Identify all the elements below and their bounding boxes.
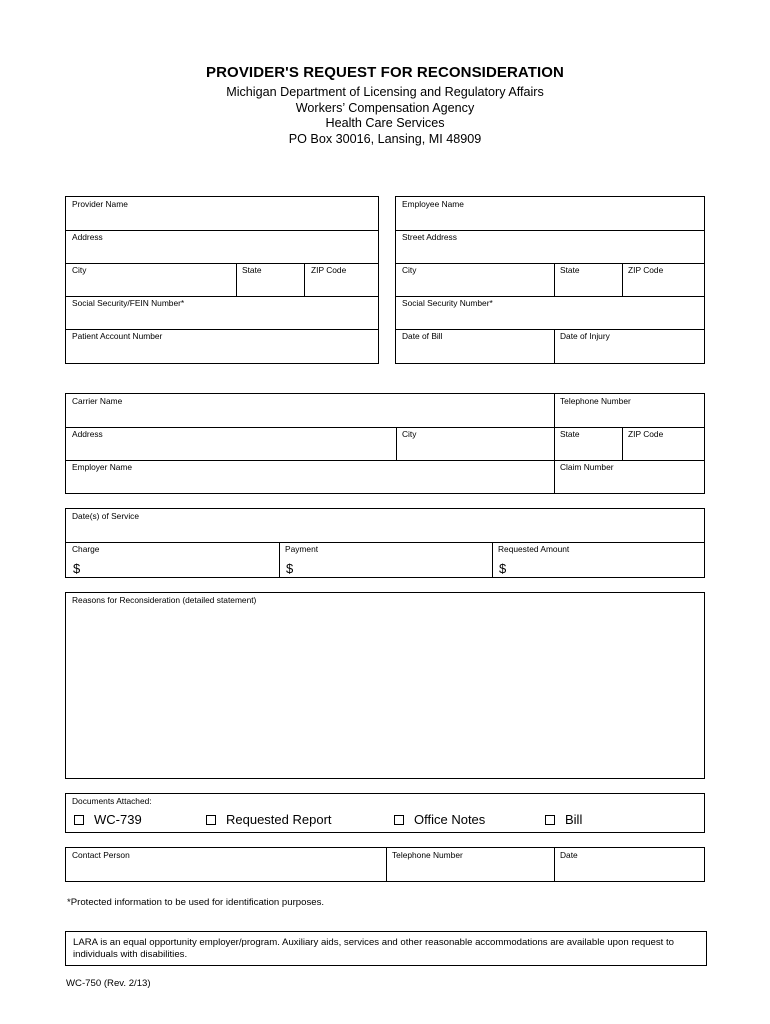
contact-telephone-field[interactable]: Telephone Number <box>392 850 463 860</box>
employee-name-field[interactable]: Employee Name <box>402 199 464 209</box>
form-number: WC-750 (Rev. 2/13) <box>66 978 151 989</box>
carrier-address-field[interactable]: Address <box>72 429 103 439</box>
contact-person-field[interactable]: Contact Person <box>72 850 130 860</box>
office-notes-checkbox[interactable] <box>394 815 404 825</box>
requested-report-checkbox[interactable] <box>206 815 216 825</box>
carrier-state-field[interactable]: State <box>560 429 580 439</box>
protected-info-footnote: *Protected information to be used for identification purposes. <box>67 897 325 908</box>
date-of-bill-field[interactable]: Date of Bill <box>402 331 443 341</box>
agency-unit: Health Care Services <box>325 116 445 131</box>
employee-section <box>395 196 705 364</box>
employee-state-field[interactable]: State <box>560 265 580 275</box>
lara-notice-text: LARA is an equal opportunity employer/program. Auxiliary aids, services and other reasonable accommodations are available upon request to individuals with disabilities. <box>73 937 675 960</box>
claim-number-field[interactable]: Claim Number <box>560 462 614 472</box>
carrier-name-field[interactable]: Carrier Name <box>72 396 123 406</box>
employee-street-field[interactable]: Street Address <box>402 232 457 242</box>
carrier-section <box>65 393 705 494</box>
provider-city-field[interactable]: City <box>72 265 87 275</box>
employee-city-field[interactable]: City <box>402 265 417 275</box>
employee-ssn-field[interactable]: Social Security Number* <box>402 298 493 308</box>
employer-name-field[interactable]: Employer Name <box>72 462 133 472</box>
office-notes-label: Office Notes <box>414 812 486 827</box>
documents-section <box>65 793 705 833</box>
contact-section <box>65 847 705 882</box>
payment-field[interactable]: Payment <box>285 544 319 554</box>
service-section <box>65 508 705 578</box>
date-of-injury-field[interactable]: Date of Injury <box>560 331 610 341</box>
provider-address-field[interactable]: Address <box>72 232 103 242</box>
requested-dollar-sign: $ <box>499 561 507 576</box>
reasons-textarea[interactable] <box>65 592 705 779</box>
agency-division: Workers’ Compensation Agency <box>295 100 475 115</box>
carrier-zip-field[interactable]: ZIP Code <box>628 429 664 439</box>
agency-name: Michigan Department of Licensing and Regulatory Affairs <box>226 85 544 99</box>
provider-state-field[interactable]: State <box>242 265 262 275</box>
employee-zip-field[interactable]: ZIP Code <box>628 265 664 275</box>
dates-of-service-field[interactable]: Date(s) of Service <box>72 511 140 521</box>
reasons-label: Reasons for Reconsideration (detailed statement) <box>72 595 257 605</box>
form-header <box>0 64 770 147</box>
charge-dollar-sign: $ <box>73 561 81 576</box>
wc739-label: WC-739 <box>94 812 142 827</box>
lara-notice <box>65 931 707 966</box>
provider-name-field[interactable]: Provider Name <box>72 199 128 209</box>
provider-zip-field[interactable]: ZIP Code <box>311 265 347 275</box>
payment-dollar-sign: $ <box>286 561 294 576</box>
contact-date-field[interactable]: Date <box>560 850 578 860</box>
carrier-city-field[interactable]: City <box>402 429 417 439</box>
provider-section <box>65 196 379 364</box>
form-title: PROVIDER'S REQUEST FOR RECONSIDERATION <box>206 64 564 81</box>
carrier-telephone-field[interactable]: Telephone Number <box>560 396 631 406</box>
agency-address: PO Box 30016, Lansing, MI 48909 <box>288 131 482 146</box>
provider-ssn-fein-field[interactable]: Social Security/FEIN Number* <box>72 298 185 308</box>
wc739-checkbox[interactable] <box>74 815 84 825</box>
requested-amount-field[interactable]: Requested Amount <box>498 544 570 554</box>
bill-checkbox[interactable] <box>545 815 555 825</box>
requested-report-label: Requested Report <box>226 812 332 827</box>
bill-label: Bill <box>565 812 583 827</box>
charge-field[interactable]: Charge <box>72 544 100 554</box>
documents-label: Documents Attached: <box>72 796 152 806</box>
patient-account-field[interactable]: Patient Account Number <box>72 331 163 341</box>
